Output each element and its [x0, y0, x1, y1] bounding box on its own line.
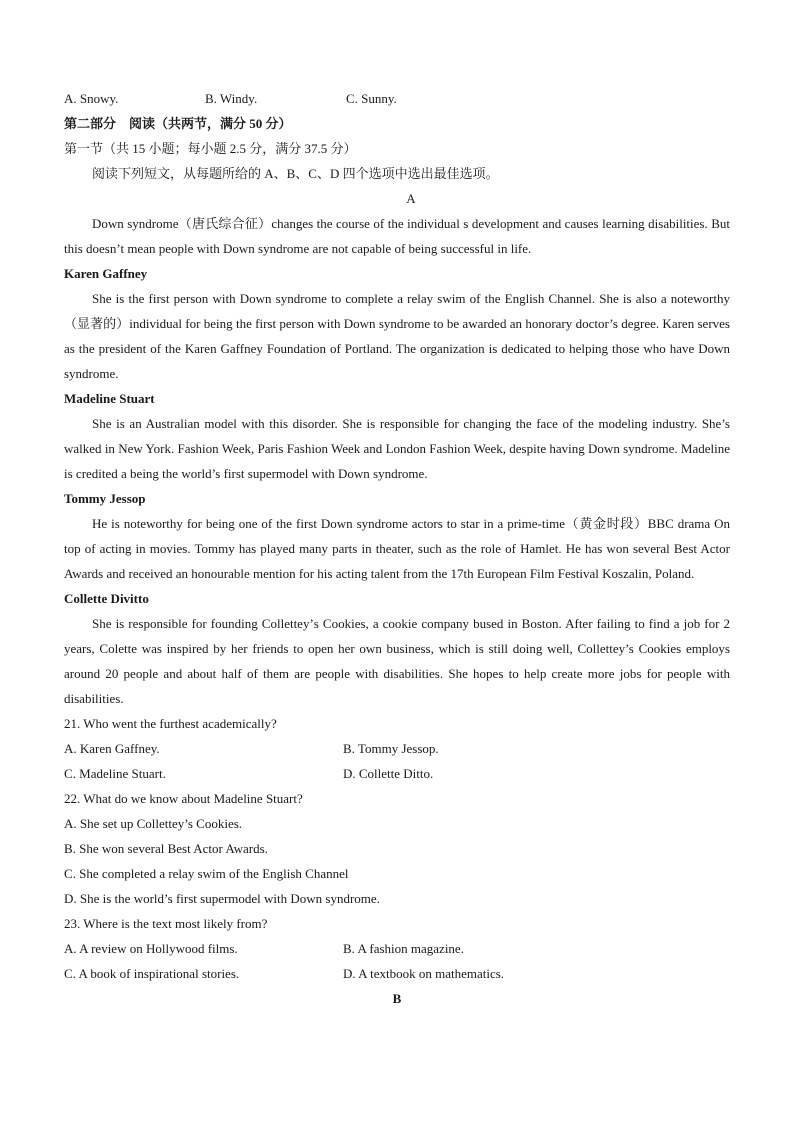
- option-b: B. A fashion magazine.: [343, 941, 464, 956]
- option-c: C. A book of inspirational stories.: [64, 966, 240, 981]
- question-options: [64, 761, 730, 786]
- option-c: C. She completed a relay swim of the English Channel: [64, 866, 349, 881]
- person-text: She is responsible for founding Colletteyʼs Cookies, a cookie company bused in Boston. After failing to find a job for 2 years, Colette was inspired by her friends to open her own business, which is still doing well, Collettey’s Cookies employs around 20 people and about half of them are people with disabilities. She hopes to help create more jobs for people with disabilities.: [64, 616, 730, 706]
- option-c: C. Sunny.: [346, 91, 397, 106]
- section1-title: 第一节（共 15 小题；每小题 2.5 分，满分 37.5 分）: [64, 141, 357, 156]
- option-d: D. Collette Ditto.: [343, 766, 434, 781]
- question-stem: 23. Where is the text most likely from?: [64, 916, 268, 931]
- question-options: [64, 936, 730, 961]
- option-d: D. A textbook on mathematics.: [343, 966, 505, 981]
- option-a: A. She set up Collettey’s Cookies.: [64, 816, 243, 831]
- option-b: B. Windy.: [205, 91, 258, 106]
- top-options: [64, 86, 730, 111]
- instruction: 阅读下列短文，从每题所给的 A、B、C、D 四个选项中选出最佳选项。: [92, 166, 499, 181]
- person-name: Karen Gaffney: [64, 266, 148, 281]
- passage-b-label: B: [392, 991, 402, 1006]
- passage-a-intro: Down syndrome（唐氏综合征）changes the course of the individual s development and causes learning disabilities. But this doesn’t mean people with Down syndrome are not capable of being successful in life.: [64, 216, 730, 256]
- person-text: She is an Australian model with this disorder. She is responsible for changing the face of the modeling industry. She’s walked in New York. Fashion Week, Paris Fashion Week and London Fashion Week, despite having Down syndrome. Madeline is credited a being the world’s first supermodel with Down syndrome.: [64, 416, 730, 481]
- exam-page: [64, 86, 730, 1011]
- option-a: A. Snowy.: [64, 91, 119, 106]
- question-stem: 21. Who went the furthest academically?: [64, 716, 277, 731]
- option-b: B. She won several Best Actor Awards.: [64, 841, 268, 856]
- question-stem: 22. What do we know about Madeline Stuart?: [64, 791, 303, 806]
- option-a: A. A review on Hollywood films.: [64, 941, 238, 956]
- person-name: Collette Divitto: [64, 591, 149, 606]
- person-text: She is the first person with Down syndrome to complete a relay swim of the English Channel. She is also a noteworthy（显著的）individual for being the first person with Down syndrome to be awarded an honorary doctor’s degree. Karen serves as the president of the Karen Gaffney Foundation of Portland. The organization is dedicated to helping those who have Down syndrome.: [64, 291, 730, 381]
- passage-a-label: A: [406, 191, 416, 206]
- question-options: [64, 961, 730, 986]
- option-d: D. She is the world’s first supermodel with Down syndrome.: [64, 891, 380, 906]
- part2-title: 第二部分 阅读（共两节，满分 50 分）: [64, 116, 292, 131]
- option-a: A. Karen Gaffney.: [64, 741, 160, 756]
- person-name: Tommy Jessop: [64, 491, 146, 506]
- option-c: C. Madeline Stuart.: [64, 766, 166, 781]
- person-name: Madeline Stuart: [64, 391, 155, 406]
- question-options: [64, 736, 730, 761]
- person-text: He is noteworthy for being one of the first Down syndrome actors to star in a prime-time（黄金时段）BBC drama On top of acting in movies. Tommy has played many parts in theater, such as the role of Hamlet. He has won several Best Actor Awards and received an honourable mention for his acting talent from the 17th European Film Festival Koszalin, Poland.: [64, 516, 730, 581]
- option-b: B. Tommy Jessop.: [343, 741, 439, 756]
